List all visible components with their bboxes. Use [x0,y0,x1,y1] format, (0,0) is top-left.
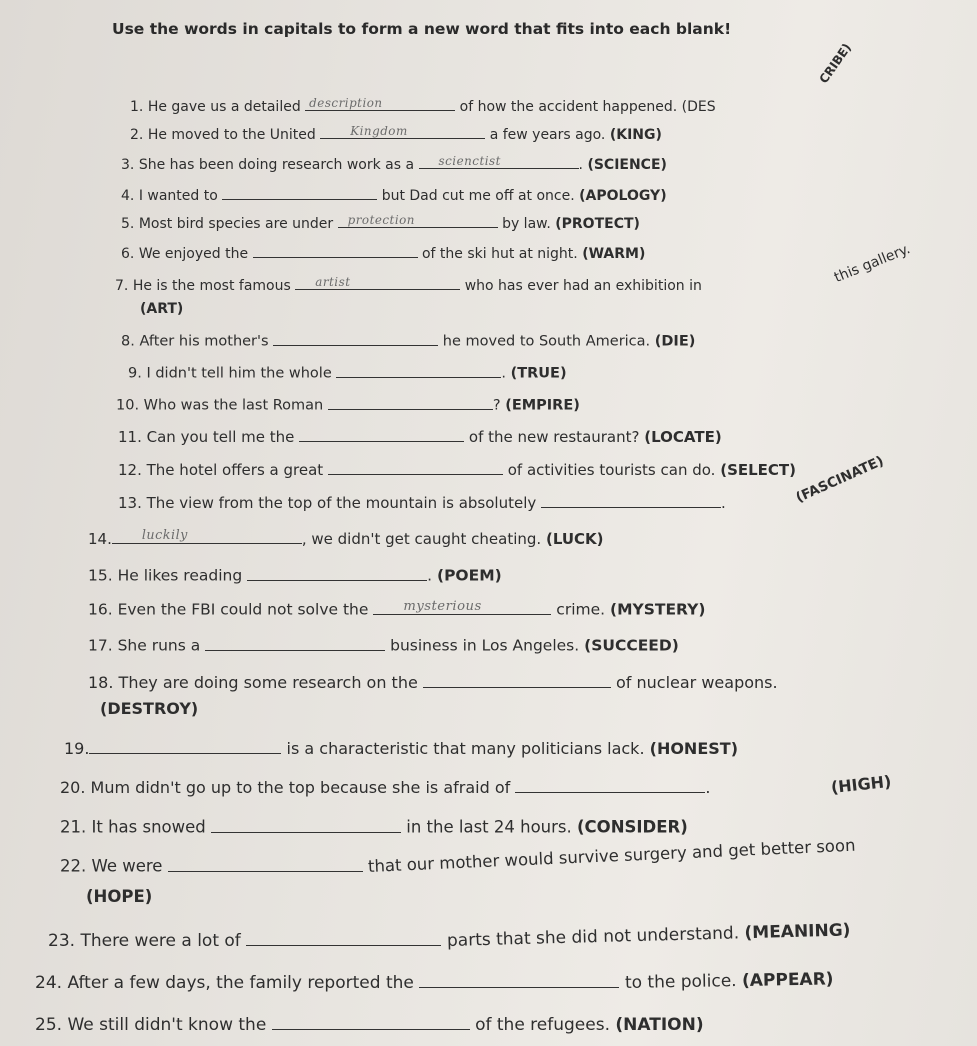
question-23-tail [446,920,850,951]
question-6 [121,243,645,262]
question-text: She has been doing research work as a [138,157,415,173]
keyword: (MYSTERY) [610,600,706,619]
question-8 [121,330,695,350]
keyword-curved: CRIBE) [816,40,855,86]
question-number: 24. [35,973,63,993]
keyword: (TRUE) [510,365,567,382]
question-text: He gave us a detailed [147,99,301,115]
answer-blank[interactable] [246,928,441,946]
question-23 [48,920,851,951]
answer-blank[interactable] [419,154,579,169]
answer-blank[interactable] [328,394,493,410]
question-24 [35,970,833,993]
answer-blank[interactable] [419,970,619,988]
question-25 [35,1012,704,1035]
handwritten-answer: mysterious [403,598,482,614]
question-text: He likes reading [117,566,243,585]
question-text: of the refugees. [475,1015,610,1035]
question-text: We were [91,856,163,876]
keyword: (HOPE) [86,887,153,906]
question-4 [121,185,667,204]
question-9 [128,362,567,382]
question-text: After his mother's [139,333,269,350]
question-2 [130,124,662,143]
question-text: He moved to the United [147,127,316,143]
answer-blank[interactable] [89,737,281,754]
answer-blank[interactable] [373,598,551,615]
question-number: 12. [118,461,142,479]
question-text: ? [492,397,501,414]
question-text: parts that she did not understand. [446,923,739,951]
handwritten-answer: artist [315,275,351,289]
question-text: They are doing some research on the [118,673,418,692]
keyword: (POEM) [436,566,502,585]
question-text: . [578,157,583,173]
question-text: Mum didn't go up to the top because she is afraid of [90,778,511,797]
question-number: 23. [48,931,76,951]
question-text: of nuclear weapons. [616,673,778,692]
question-20 [60,776,710,797]
question-text: in the last 24 hours. [406,817,572,837]
question-text: She runs a [117,636,201,655]
keyword: (NATION) [615,1015,704,1035]
question-10 [116,394,580,414]
handwritten-answer: description [309,96,383,110]
question-number: 1. [130,99,144,115]
keyword: (APPEAR) [741,969,834,991]
keyword: (MEANING) [743,920,851,944]
question-text: . [501,365,506,382]
question-text: but Dad cut me off at once. [381,188,575,204]
answer-blank[interactable] [247,564,427,581]
question-3 [121,154,667,173]
question-number: 17. [88,636,113,655]
answer-blank[interactable] [515,776,705,793]
answer-blank[interactable] [211,815,401,833]
question-number: 7. [115,278,129,294]
handwritten-answer: luckily [141,528,188,543]
question-number: 16. [88,600,113,619]
question-number: 15. [88,566,113,585]
question-number: 4. [121,188,135,204]
question-text: he moved to South America. [442,333,651,350]
question-text: who has ever had an exhibition in [464,278,702,294]
answer-blank[interactable] [222,185,377,200]
keyword-curved: (HIGH) [830,771,893,797]
question-text: crime. [556,600,606,619]
question-number: 5. [121,216,135,232]
question-16 [88,598,705,619]
question-text: We enjoyed the [138,246,249,262]
question-number: 20. [60,778,86,797]
question-text: is a characteristic that many politicians lack. [286,739,645,758]
keyword: (LOCATE) [644,428,722,446]
answer-blank[interactable] [541,492,721,508]
question-text: of the ski hut at night. [421,246,578,262]
answer-blank[interactable] [168,854,363,872]
keyword: (DESTROY) [100,699,199,718]
question-text: I didn't tell him the whole [146,365,332,382]
question-number: 13. [118,494,142,512]
answer-blank[interactable] [338,213,498,228]
question-number: 8. [121,333,135,350]
keyword: (HONEST) [649,739,738,758]
question-number: 6. [121,246,135,262]
question-text: He is the most famous [132,278,291,294]
question-number: 18. [88,673,114,692]
keyword: (SCIENCE) [587,157,667,173]
question-7-continuation: this gallery. [832,241,913,286]
keyword: (WARM) [582,246,646,262]
question-1 [130,96,716,115]
question-22 [60,835,856,876]
keyword: (SUCCEED) [584,636,679,655]
question-12 [118,459,796,479]
question-text: The view from the top of the mountain is absolutely [146,494,537,512]
question-number: 10. [116,397,140,414]
question-14 [88,528,604,548]
question-text: of activities tourists can do. [507,461,716,479]
question-text: , we didn't get caught cheating. [301,530,542,548]
question-15 [88,564,502,585]
question-19 [64,737,738,758]
question-text: We still didn't know the [67,1015,267,1035]
keyword: (CONSIDER) [577,817,688,837]
question-text: Can you tell me the [146,428,295,446]
answer-blank[interactable] [273,330,438,346]
question-text: After a few days, the family reported the [67,973,414,993]
question-18 [88,671,778,692]
question-text: . [705,778,711,797]
answer-blank[interactable] [328,459,503,475]
keyword: (SELECT) [720,461,797,479]
question-21 [60,815,688,837]
question-5 [121,213,640,232]
answer-blank[interactable] [336,362,501,378]
question-number: 3. [121,157,135,173]
keyword: (KING) [609,127,662,143]
question-number: 22. [60,856,87,876]
answer-blank[interactable] [423,671,611,688]
answer-blank[interactable] [253,243,418,258]
instructions-title: Use the words in capitals to form a new word that fits into each blank! [112,20,732,38]
question-text: I wanted to [138,188,218,204]
answer-blank[interactable] [112,528,302,544]
question-text: of how the accident happened. (DES [459,99,716,115]
question-text: by law. [502,216,551,232]
keyword: (ART) [140,301,184,317]
question-text: a few years ago. [489,127,606,143]
answer-blank[interactable] [320,124,485,139]
question-number: 14. [88,530,112,548]
keyword: (DIE) [654,333,696,350]
keyword: (EMPIRE) [505,397,580,414]
question-number: 19. [64,739,90,758]
keyword: (APOLOGY) [579,188,667,204]
answer-blank[interactable] [295,275,460,290]
keyword: (PROTECT) [555,216,640,232]
question-7 [115,275,702,294]
answer-blank[interactable] [205,634,385,651]
question-text: to the police. [624,971,737,993]
question-24-tail [624,969,833,993]
question-13 [118,492,726,512]
handwritten-answer: protection [347,213,415,227]
question-text: The hotel offers a great [146,461,324,479]
keyword-curved: (FASCINATE) [793,453,887,506]
question-number: 25. [35,1015,63,1035]
question-text: business in Los Angeles. [390,636,580,655]
question-text: Who was the last Roman [143,397,324,414]
question-number: 2. [130,127,144,143]
keyword: (LUCK) [545,530,604,548]
answer-blank[interactable] [272,1012,470,1030]
question-17 [88,634,679,655]
question-text: Most bird species are under [138,216,334,232]
answer-blank[interactable] [305,96,455,111]
answer-blank[interactable] [299,426,464,442]
question-number: 9. [128,365,142,382]
question-text: . [721,494,726,512]
question-text: Even the FBI could not solve the [117,600,369,619]
question-text: . [427,566,433,585]
handwritten-answer: Kingdom [350,124,408,138]
question-text: It has snowed [91,817,206,837]
question-text: There were a lot of [80,931,241,951]
question-number: 11. [118,428,142,446]
question-11 [118,426,722,446]
question-number: 21. [60,817,87,837]
handwritten-answer: scienctist [438,154,501,168]
question-text: that our mother would survive surgery and get better soon [367,835,856,876]
question-text: of the new restaurant? [468,428,640,446]
